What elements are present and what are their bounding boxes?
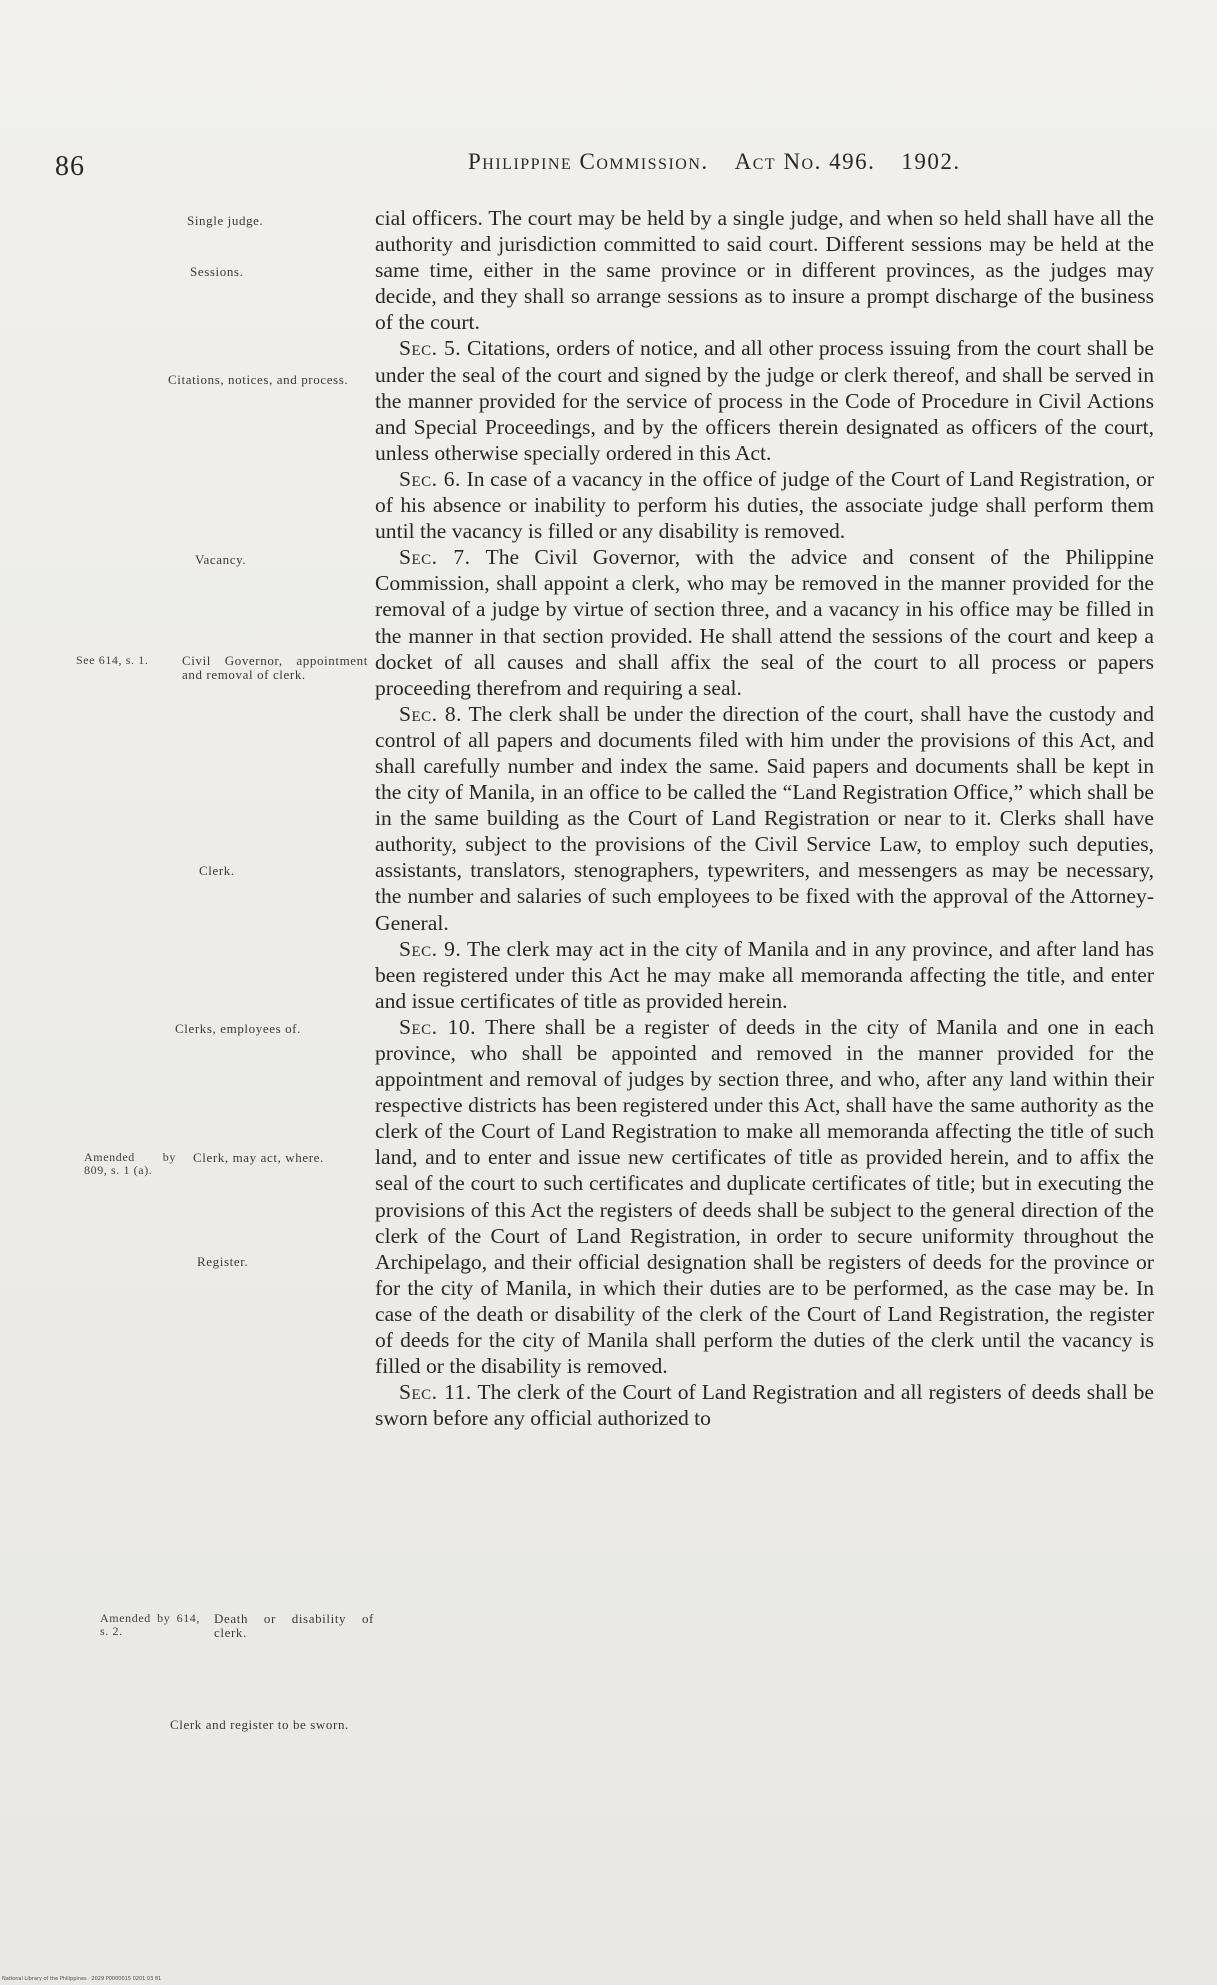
section-label: Sec. 7. xyxy=(399,545,471,570)
margin-note-amended-614: Amended by 614, s. 2. xyxy=(100,1611,200,1638)
section-text: In case of a vacancy in the office of judge of the Court of Land Registration, or of his absence or inability to perform his duties, the associate judge shall perform them until the vacancy is filled or any disability is removed. xyxy=(375,466,1154,544)
section-5 xyxy=(375,335,1154,465)
section-label: Sec. 6. xyxy=(399,466,461,491)
section-8 xyxy=(375,701,1154,936)
section-11 xyxy=(375,1379,1154,1431)
page-header xyxy=(0,145,1217,185)
margin-note-register: Register. xyxy=(197,1254,249,1269)
section-label: Sec. 10. xyxy=(399,1014,477,1039)
running-head-title: Philippine Commission. xyxy=(468,149,709,174)
margin-note-sworn: Clerk and register to be sworn. xyxy=(170,1717,349,1732)
margin-note-clerk-may-act: Clerk, may act, where. xyxy=(193,1150,324,1165)
margin-note-clerks-employees: Clerks, employees of. xyxy=(175,1021,301,1036)
section-text: The clerk may act in the city of Manila and in any province, and after land has been registered under this Act he may make all memoranda affecting the title, and enter and issue certificates of title as provided herein. xyxy=(375,936,1154,1013)
margin-note-clerk: Clerk. xyxy=(199,863,235,878)
section-text: The Civil Governor, with the advice and consent of the Philippine Commission, shall appoint a clerk, who may be removed in the manner provided for the removal of a judge by virtue of section three, and a vacancy in his office may be filled in the manner in that section provided. He shall attend the sessions of the court and keep a docket of all causes and shall affix the seal of the court to all process or papers proceeding therefrom and requiring a seal. xyxy=(375,545,1154,700)
margin-note-vacancy: Vacancy. xyxy=(195,552,247,567)
running-head xyxy=(468,149,961,175)
body-text xyxy=(375,205,1154,1431)
margin-note-sessions: Sessions. xyxy=(190,264,244,279)
section-label: Sec. 9. xyxy=(399,936,462,961)
section-6 xyxy=(375,466,1154,544)
section-label: Sec. 11. xyxy=(399,1380,472,1405)
section-label: Sec. 8. xyxy=(399,701,463,726)
paragraph-continued: cial officers. The court may be held by a single judge, and when so held shall have all the authority and jurisdiction committed to said court. Different sessions may be held at the same time, either in the same province or in different provinces, as the judges may decide, and they shall so arrange sessions as to insure a prompt discharge of the business of the court. xyxy=(375,206,1154,335)
margin-note-death-disability: Death or disability of clerk. xyxy=(214,1611,374,1640)
margin-note-see-614: See 614, s. 1. xyxy=(76,653,149,667)
running-head-year: 1902. xyxy=(901,149,961,174)
section-10 xyxy=(375,1014,1154,1379)
section-text: The clerk shall be under the direction of the court, shall have the custody and control of all papers and documents filed with him under the provisions of this Act, and shall carefully number and index the same. Said papers and documents shall be kept in the city of Manila, in an office to be called the “Land Registration Office,” which shall be in the same building as the Court of Land Registration or near to it. Clerks shall have authority, subject to the provisions of the Civil Service Law, to employ such deputies, assistants, translators, stenographers, typewriters, and messengers as may be necessary, the number and salaries of such employees to be fixed with the approval of the Attorney-General. xyxy=(375,701,1155,935)
section-label: Sec. 5. xyxy=(399,336,462,361)
page-number: 86 xyxy=(55,151,85,182)
running-head-act: Act No. 496. xyxy=(734,149,876,174)
scan-credit: National Library of the Philippines · 2029 P0000015 0201 03 81 xyxy=(2,1976,162,1982)
margin-note-citations: Citations, notices, and process. xyxy=(168,372,349,387)
section-9 xyxy=(375,936,1154,1014)
section-text: Citations, orders of notice, and all other process issuing from the court shall be under the seal of the court and signed by the judge or clerk thereof, and shall be served in the manner provided for the service of process in the Code of Procedure in Civil Actions and Special Proceedings, and by the officers therein designated as officers of the court, unless otherwise specially ordered in this Act. xyxy=(375,336,1154,465)
margin-note-civil-governor: Civil Governor, appointment and removal of clerk. xyxy=(182,653,368,682)
section-7 xyxy=(375,544,1154,701)
section-text: The clerk of the Court of Land Registration and all registers of deeds shall be sworn before any official authorized to xyxy=(375,1380,1154,1431)
margin-note-amended-809: Amended by 809, s. 1 (a). xyxy=(84,1150,176,1177)
margin-note-single-judge: Single judge. xyxy=(187,213,264,228)
section-text: There shall be a register of deeds in the city of Manila and one in each province, who shall be appointed and removed in the manner provided for the appointment and removal of judges by section three, and who, after any land within their respective districts has been registered under this Act, shall have the same authority as the clerk of the Court of Land Registration to make all memoranda affecting the title of such land, and to enter and issue new certificates of title as provided herein, and to affix the seal of the court to such certificates and duplicate certificates of title; but in executing the provisions of this Act the registers of deeds shall be subject to the general direction of the clerk of the Court of Land Registration, in order to secure uniformity throughout the Archipelago, and their official designation shall be registers of deeds for the province or for the city of Manila, in which their duties are to be performed, as the case may be. In case of the death or disability of the clerk of the Court of Land Registration, the register of deeds for the city of Manila shall perform the duties of the clerk until the vacancy is filled or the disability is removed. xyxy=(375,1014,1154,1379)
